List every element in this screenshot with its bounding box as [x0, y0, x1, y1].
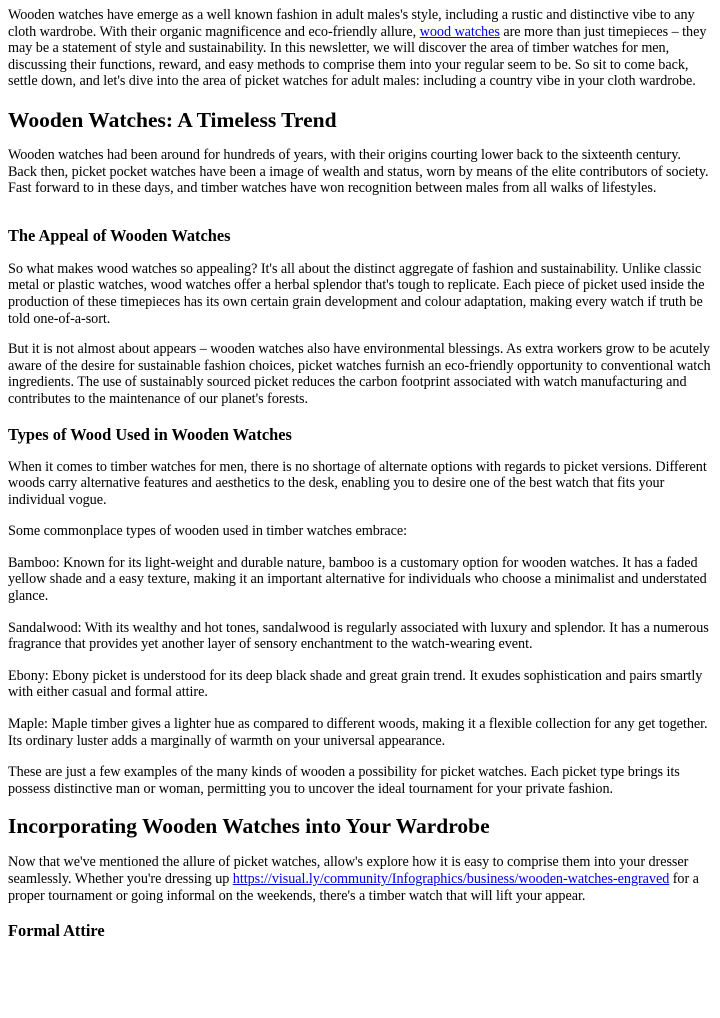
ebony-paragraph: Ebony: Ebony picket is understood for its deep black shade and great grain trend. It exudes sophistication and pairs smartly with either casual and formal attire. — [8, 667, 703, 701]
incorporating-text-start: Now that we've mentioned the allure of picket watches, allow's explore how it is easy to comprise them into your dresser seamlessly. Whether you're dressing up — [8, 854, 689, 887]
heading-appeal: The Appeal of Wooden Watches — [8, 225, 231, 245]
heading-timeless-trend: Wooden Watches: A Timeless Trend — [8, 107, 337, 132]
visually-infographic-link[interactable]: https://visual.ly/community/Infographics/business/wooden-watches-engraved — [232, 871, 670, 887]
intro-paragraph — [8, 7, 712, 90]
intro-text-end: are more than just timepieces – they may be a statement of style and sustainability. In this newsletter, we will discover the area of timber watches for men, discussing their functions, reward, and easy methods to comprise them into your regular seem to be. So sit to come back, settle down, and let's dive into the area of picket watches for adult males: including a country vibe in your cloth wardrobe. — [8, 23, 707, 90]
heading-incorporating: Incorporating Wooden Watches into Your Wardrobe — [8, 814, 490, 839]
sandalwood-paragraph: Sandalwood: With its wealthy and hot tones, sandalwood is regularly associated with luxury and splendor. It has a numerous fragrance that provides yet another layer of sensory enchantment to the watch-wearing event. — [8, 619, 709, 653]
incorporating-paragraph — [8, 854, 712, 904]
appeal-paragraph-1: So what makes wood watches so appealing? It's all about the distinct aggregate of fashion and sustainability. Unlike classic metal or plastic watches, wood watches offer a herbal splendor that's tough to replicate. Each piece of picket used inside the production of these timepieces has its own certain grain development and colour adaptation, making every watch if truth be told one-of-a-sort. — [8, 260, 705, 327]
incorporating-text-end: for a proper tournament or going informal on the weekends, there's a timber watch that will lift your appear. — [8, 871, 699, 904]
heading-wood-types: Types of Wood Used in Wooden Watches — [8, 424, 292, 444]
appeal-paragraph-2: But it is not almost about appears – wooden watches also have environmental blessings. As extra workers grow to be acutely aware of the desire for sustainable fashion choices, picket watches furnish an eco-friendly opportunity to conventional watch ingredients. The use of sustainably sourced picket reduces the carbon footprint associated with watch manufacturing and contributes to the maintenance of our planet's forests. — [8, 341, 711, 407]
types-paragraph-2: Some commonplace types of wooden used in timber watches embrace: — [8, 523, 408, 540]
intro-text-start: Wooden watches have emerge as a well known fashion in adult males's style, including a rustic and distinctive vibe to any cloth wardrobe. With their organic magnificence and eco-friendly allure, — [8, 7, 695, 40]
wood-watches-link[interactable]: wood watches — [419, 23, 500, 40]
types-summary-paragraph: These are just a few examples of the many kinds of wooden a possibility for picket watches. Each picket type brings its possess distinctive man or woman, permitting you to uncover the ideal tournament for your private fashion. — [8, 764, 680, 797]
types-paragraph-1: When it comes to timber watches for men, there is no shortage of alternate options with regards to picket versions. Different woods carry alternative features and aesthetics to the desk, enabling you to desire one of the best watch that fits your individual vogue. — [8, 458, 707, 508]
bamboo-paragraph: Bamboo: Known for its light-weight and durable nature, bamboo is a customary option for wooden watches. It has a faded yellow shade and a easy texture, making it an important alternative for individuals who choose a minimalist and understated glance. — [8, 554, 707, 605]
history-paragraph: Wooden watches had been around for hundreds of years, with their origins courting lower back to the sixteenth century. Back then, picket pocket watches have been a image of wealth and status, worn by means of the elite contributors of society. Fast forward to in these days, and timber watches have won recognition between males from all walks of lifestyles. — [8, 146, 709, 197]
maple-paragraph: Maple: Maple timber gives a lighter hue as compared to different woods, making it a flexible collection for any get together. Its ordinary luster adds a marginally of warmth on your universal appearance. — [8, 716, 708, 749]
heading-formal-attire: Formal Attire — [8, 921, 105, 941]
